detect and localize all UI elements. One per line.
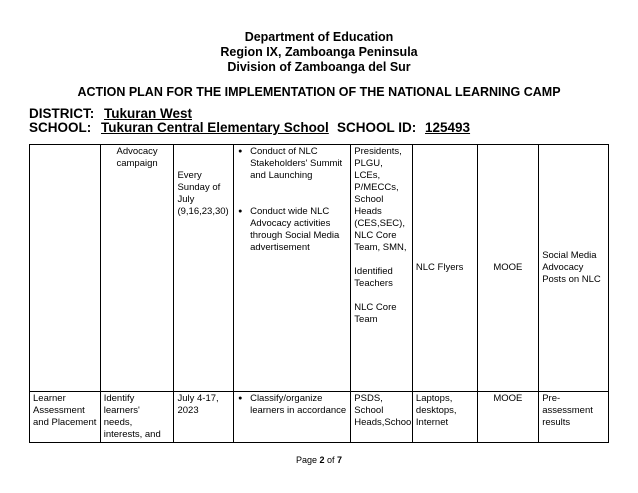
cell-activities — [234, 392, 351, 443]
cell-fund: MOOE — [477, 392, 539, 443]
of-word: of — [327, 455, 335, 465]
persons-text: Presidents, PLGU, LCEs, P/MECCs, School Heads (CES,SEC), NLC Core Team, SMN, — [354, 146, 407, 253]
school-id-label: SCHOOL ID: — [337, 120, 417, 135]
cell-area: Learner Assessment and Placement — [30, 392, 101, 443]
cell-area — [30, 145, 101, 392]
page-word: Page — [295, 455, 317, 465]
cell-timeline — [174, 145, 234, 392]
header-division: Division of Zamboanga del Sur — [227, 60, 411, 74]
school-value: Tukuran Central Elementary School — [101, 120, 329, 135]
document-title: ACTION PLAN FOR THE IMPLEMENTATION OF THE NATIONAL LEARNING CAMP — [77, 85, 561, 99]
persons-text: Identified Teachers — [354, 266, 393, 289]
cell-resources: NLC Flyers — [412, 145, 477, 392]
page-footer — [0, 455, 638, 465]
cell-persons — [351, 145, 413, 392]
activity-bullet: ● Conduct wide NLC Advocacy activities through Social Media advertisement — [237, 206, 347, 254]
cell-output: Pre-assessment results — [539, 392, 609, 443]
cell-persons: PSDS, School Heads,School — [351, 392, 413, 443]
timeline-text: Every Sunday of July (9,16,23,30) — [177, 170, 229, 217]
district-label: DISTRICT: — [29, 106, 95, 121]
table-row — [30, 145, 609, 392]
activity-bullet: ● Classify/organize learners in accordance — [237, 393, 347, 417]
header-department: Department of Education — [244, 30, 394, 44]
cell-timeline: July 4-17, 2023 — [174, 392, 234, 443]
cell-objective: Identify learners' needs, interests, and — [100, 392, 174, 443]
cell-fund: MOOE — [477, 145, 539, 392]
cell-resources: Laptops, desktops, Internet — [412, 392, 477, 443]
cell-objective: Advocacy campaign — [100, 145, 174, 392]
table-row — [30, 392, 609, 443]
school-label: SCHOOL: — [29, 120, 92, 135]
page-number: 2 — [319, 455, 325, 465]
persons-text: NLC Core Team — [354, 302, 397, 325]
header-region: Region IX, Zamboanga Peninsula — [220, 45, 418, 59]
action-plan-table — [29, 144, 609, 443]
school-id-value: 125493 — [425, 120, 471, 135]
activity-bullet: ● Conduct of NLC Stakeholders' Summit and Launching — [237, 146, 347, 182]
cell-activities — [234, 145, 351, 392]
page-total: 7 — [337, 455, 343, 465]
cell-output: Social Media Advocacy Posts on NLC — [539, 145, 609, 392]
district-value: Tukuran West — [104, 106, 193, 121]
